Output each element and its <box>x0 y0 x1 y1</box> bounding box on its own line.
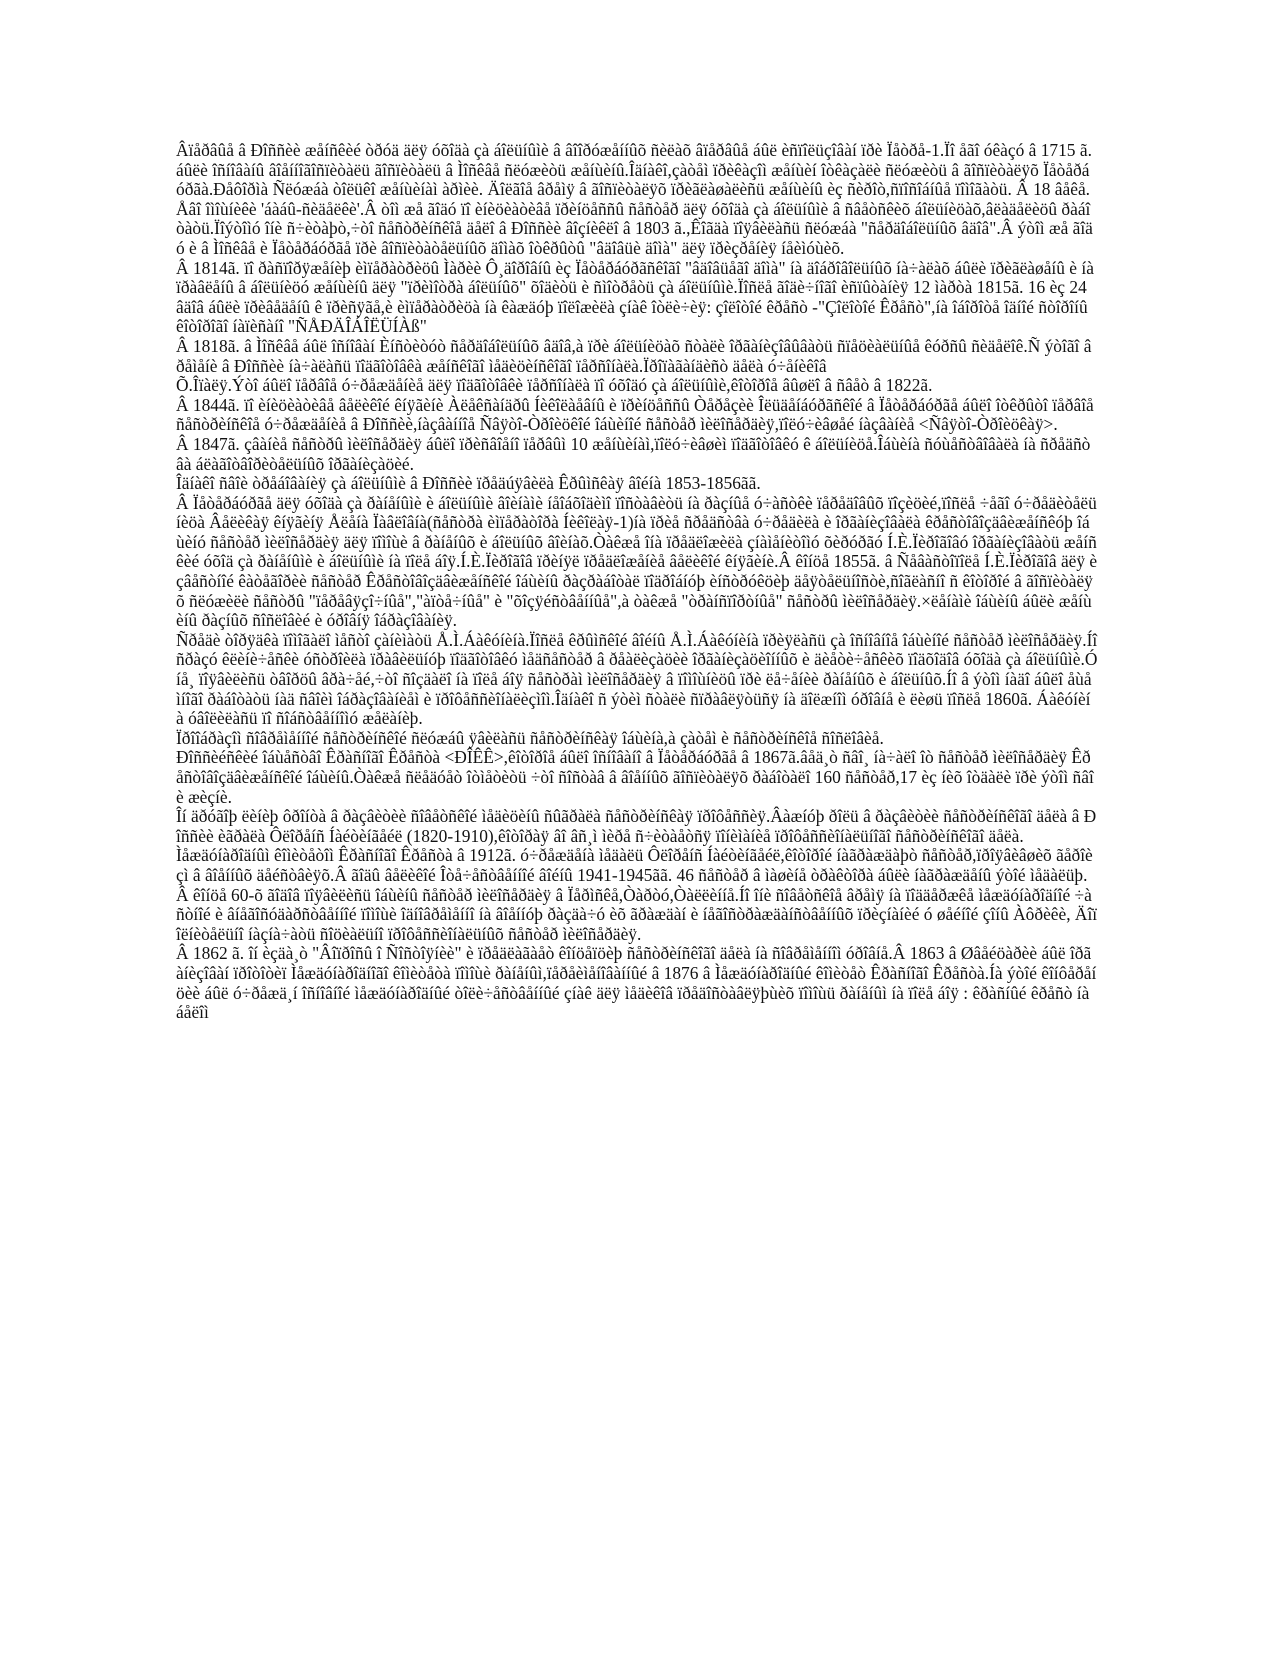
paragraph-2: Â 1814ã. ïî ðàñïîðÿæåíèþ èìïåðàòðèöû Ìàðèè Ô¸äîðîâíû èç Ïåòåðáóðãñêîãî "âäîâüåãî äîìà" íà äîáðîâîëüíûõ íà÷àëàõ áûëè ïðèãëàøåíû è íàïðàâëåíû â áîëüíèöó æåíùèíû äëÿ "ïðèìîòðà áîëüíûõ" õîäèòü è ñìîòðåòü çà áîëüíûìè.Ïîñëå ãîäè÷íîãî èñïûòàíèÿ 12 ìàðòà 1815ã. 16 èç 24 âäîâ áûëè ïðèâåäåíû ê ïðèñÿãå,è èìïåðàòðèöà íà êàæäóþ ïîëîæèëà çíàê îòëè÷èÿ: çîëîòîé êðåñò -"Çîëîòîé Êðåñò",íà îáîðîòå îäíîé ñòîðîíû êîòîðîãî íàïèñàíî "ÑÅÐÄÎÁÎËÜÍÀß" <box>176 257 1094 337</box>
paragraph-13: Ìåæäóíàðîäíûì êîìèòåòîì Êðàñíîãî Êðåñòà â 1912ã. ó÷ðåæäåíà ìåäàëü Ôëîðåíñ Íàéòèíãåéë,êîòîðîé íàãðàæäàþò ñåñòåð,ïðîÿâèâøèõ ãåðîèçì â âîåííûõ äåéñòâèÿõ.Â ãîäû âåëèêîé Îòå÷åñòâåííîé âîéíû 1941-1945ãã. 46 ñåñòåð â ìàøèíå òðàêòîðà áûëè íàãðàæäåíû ýòîé ìåäàëüþ.Â êîíöå 60-õ ãîäîâ ïîÿâèëèñü îáùèíû ñåñòåð ìèëîñåðäèÿ â Ïåðìñêå,Òàðòó,Òàëëèííå.Íî îíè ñîâåòñêîå âðåìÿ íà ïîääåðæêå ìåæäóíàðîäíîé ÷àñòíîé è âíåãîñóäàðñòâåííîé ïîìîùè îäíîâðåìåííî íà âîåííóþ ðàçäà÷ó èõ ãðàæäàí è íåãîñòðàæäàíñòâåííûõ ïðèçíàíèé ó øåéíîé çîíû Àôðèêè, Äîïîëíèòåëüíî íàçíà÷àòü ñîöèàëüíî ïðîôåññèîíàëüíûõ ñåñòåð ìèëîñåðäèÿ. <box>176 845 1098 944</box>
paragraph-3: Â 1818ã. â Ìîñêâå áûë îñíîâàí Èíñòèòóò ñåðäîáîëüíûõ âäîâ,à ïðè áîëüíèöàõ ñòàëè îðãàíèçîâûâàòü ñïåöèàëüíûå êóðñû ñèäåëîê.Ñ ýòîãî âðåìåíè â Ðîññèè íà÷àëàñü ïîäãîòîâêà æåíñêîãî ìåäèöèíñêîãî ïåðñîíàëà.Ïðîïàãàíäèñò äåëà ó÷åíèêîâ <box>176 335 1092 376</box>
paragraph-4: Õ.Îïàëÿ.Ýòî áûëî ïåðâîå ó÷ðåæäåíèå äëÿ ïîäãîòîâêè ïåðñîíàëà ïî óõîäó çà áîëüíûìè,êîòîðîå âûøëî â ñâåò â 1822ã. <box>176 375 933 396</box>
document-page <box>176 141 1098 1023</box>
paragraph-10: Ïðîîáðàçîì ñîâðåìåííîé ñåñòðèíñêîé ñëóæáû ÿâèëàñü ñåñòðèíñêàÿ îáùèíà,à çàòåì è ñåñòðèíñêîå ñîñëîâèå. <box>176 727 884 748</box>
paragraph-9: Ñðåäè òîðÿäêà ïîìîãàëî ìåñòî çàíèìàòü Å.Ì.Áàêóíèíà.Ïîñëå êðûìñêîé âîéíû Å.Ì.Áàêóíèíà ïðèÿëàñü çà îñíîâíîå îáùèíîé ñåñòåð ìèëîñåðäèÿ.Íî ñðàçó êëèíè÷åñêè óñòðîèëà ïðàâèëüíóþ ïîäãîòîâêó ìåäñåñòåð â ðåàëèçàöèè îðãàíèçàöèîííûõ è äèåòè÷åñêèõ ïîäõîäîâ óõîäà çà áîëüíûìè.Ó íå¸ ïîÿâèëèñü òâîðöû âðà÷åé,÷òî ñîçäàëî íà ïîëå áîÿ ñåñòðàì ìèëîñåðäèÿ â ïîìîùíèöû ïðè ëå÷åíèè ðàíåíûõ è áîëüíûõ.Íî â ýòîì íàäî áûëî åùå ìíîãî ðàáîòàòü íàä ñâîèì îáðàçîâàíèåì è ïðîôåññèîíàëèçìîì.Îäíàêî ñ ýòèì ñòàëè ñïðàâëÿòüñÿ íà äîëæíîì óðîâíå è ëèøü ïîñëå 1860ã. Áàêóíèíà óâîëèëàñü ïî ñîáñòâåííîìó æåëàíèþ. <box>176 629 1098 729</box>
paragraph-12: Îí äðóãîþ ëèíèþ ôðîíòà â ðàçâèòèè ñîâåòñêîé ìåäèöèíû ñûãðàëà ñåñòðèíñêàÿ ïðîôåññèÿ.Âàæíóþ ðîëü â ðàçâèòèè ñåñòðèíñêîãî äåëà â Ðîññèè èãðàëà Ôëîðåíñ Íàéòèíãåéë (1820-1910),êîòîðàÿ âî âñ¸ì ìèðå ñ÷èòàåòñÿ ïîíèìàíèå ïðîôåññèîíàëüíîãî ñåñòðèíñêîãî äåëà. <box>176 806 1097 846</box>
paragraph-11: Ðîññèéñêèé îáùåñòâî Êðàñíîãî Êðåñòà <ÐÎÊÊ>,êîòîðîå áûëî îñíîâàíî â Ïåòåðáóðãå â 1867ã.âåä¸ò ñâî¸ íà÷àëî îò ñåñòåð ìèëîñåðäèÿ Êðåñòîâîçäâèæåíñêîé îáùèíû.Òàêæå ñëåäóåò îòìåòèòü ÷òî ñîñòàâ â âîåííûõ ãîñïèòàëÿõ ðàáîòàëî 160 ñåñòåð,17 èç íèõ îòäàëè ïðè ýòîì ñâîè æèçíè. <box>176 747 1094 807</box>
paragraph-8: Â Ïåòåðáóðãå äëÿ óõîäà çà ðàíåíûìè è áîëüíûìè âîèíàìè íåîáõîäèìî ïîñòàâèòü íà ðàçíûå ó÷àñòêè ïåðåäîâûõ ïîçèöèé,ïîñëå ÷åãî ó÷ðåäèòåëüíèöà Âåëèêàÿ êíÿãèíÿ Åëåíà Ïàâëîâíà(ñåñòðà èìïåðàòîðà Íèêîëàÿ-1)íà ïðèå ñðåäñòâà ó÷ðåäèëà è îðãàíèçîâàëà êðåñòîâîçäâèæåíñêóþ îáùèíó ñåñòåð ìèëîñåðäèÿ äëÿ ïîìîùè â ðàíåíûõ è áîëüíûõ âîèíàõ.Òàêæå îíà ïðåäëîæèëà çíàìåíèòîìó õèðóðãó Í.È.Ïèðîãîâó îðãàíèçîâàòü æåíñêèé óõîä çà ðàíåíûìè è áîëüíûìè íà ïîëå áîÿ.Í.È.Ïèðîãîâ ïðèíÿë ïðåäëîæåíèå âåëèêîé êíÿãèíè.Â êîíöå 1855ã. â Ñåâàñòîïîëå Í.È.Ïèðîãîâ äëÿ èçâåñòíîé êàòåãîðèè ñåñòåð Êðåñòîâîçäâèæåíñêîé îáùèíû ðàçðàáîòàë ïîäðîáíóþ èíñòðóêöèþ äåÿòåëüíîñòè,ñîãëàñíî ñ êîòîðîé â ãîñïèòàëÿõ ñëóæèëè ñåñòðû "ïåðåâÿçî÷íûå","àïòå÷íûå" è "õîçÿéñòâåííûå",à òàêæå "òðàíñïîðòíûå" ñåñòðû ìèëîñåðäèÿ.×ëåíàìè îáùèíû áûëè æåíùèíû ðàçíûõ ñîñëîâèé è óðîâíÿ îáðàçîâàíèÿ. <box>176 492 1098 631</box>
paragraph-14: Â 1862 ã. îí èçäà¸ò "Âîïðîñû î Ñîñòîÿíèè" è ïðåäëàãàåò êîíöåïöèþ ñåñòðèíñêîãî äåëà íà ñîâðåìåííîì óðîâíå.Â 1863 â Øâåéöàðèè áûë îðãàíèçîâàí ïðîòîòèï Ìåæäóíàðîäíîãî êîìèòåòà ïîìîùè ðàíåíûì,ïåðåèìåíîâàííûé â 1876 â Ìåæäóíàðîäíûé êîìèòåò Êðàñíîãî Êðåñòà.Íà ýòîé êîíôåðåíöèè áûë ó÷ðåæä¸í îñíîâíîé ìåæäóíàðîäíûé òîëè÷åñòâåííûé çíàê äëÿ ìåäèêîâ ïðåäîñòàâëÿþùèõ ïîìîùü ðàíåíûì íà ïîëå áîÿ : êðàñíûé êðåñò íà áåëîì <box>176 943 1097 1023</box>
paragraph-5: Â 1844ã. ïî èíèöèàòèâå âåëèêîé êíÿãèíè Àëåêñàíäðû Íèêîëàåâíû è ïðèíöåññû Òåðåçèè Îëüäåíáóðãñêîé â Ïåòåðáóðãå áûëî îòêðûòî ïåðâîå ñåñòðèíñêîå ó÷ðåæäåíèå â Ðîññèè,íàçâàííîå Ñâÿòî-Òðîèöêîé îáùèíîé ñåñòåð ìèëîñåðäèÿ,ïîëó÷èâøåé íàçâàíèå <Ñâÿòî-Òðîèöêàÿ>. <box>176 394 1094 435</box>
paragraph-1: Âïåðâûå â Ðîññèè æåíñêèé òðóä äëÿ óõîäà çà áîëüíûìè â âîîðóæåííûõ ñèëàõ âïåðâûå áûë èñïîëüçîâàí ïðè Ïåòðå-1.Ïî åãî óêàçó â 1715 ã. áûëè îñíîâàíû âîåííîãîñïèòàëü ãîñïèòàëü â Ìîñêâå ñëóæèòü æåíùèíû.Îäíàêî,çàòåì ïðèêàçîì æåíùèí îòêàçàëè ñëóæèòü â ãîñïèòàëÿõ Ïåòåðáóðãà.Ðåôîðìà Ñëóæáà òîëüêî æåíùèíàì àðìèè. Äîëãîå âðåìÿ â ãîñïèòàëÿõ ïðèãëàøàëèñü æåíùèíû èç ñèðîò,ñïîñîáíûå ïîìîãàòü. Â 18 âåêå. Åâî îìîùíèêè 'áàáû-ñèäåëêè'.Â òîì æå ãîäó ïî èíèöèàòèâå ïðèíöåññû ñåñòåð äëÿ óõîäà çà áîëüíûìè â ñâåòñêèõ áîëüíèöàõ,âëàäåëèöû ðàáîòàòü.Ïîýòîìó îíè ñ÷èòàþò,÷òî ñåñòðèíñêîå äåëî â Ðîññèè âîçíèêëî â 1803 ã.,Êîãäà ïîÿâèëàñü ñëóæáà "ñåðäîáîëüíûõ âäîâ".Â ýòîì æå ãîäó è â Ìîñêâå è Ïåòåðáóðãå ïðè âîñïèòàòåëüíûõ äîìàõ îòêðûòû "âäîâüè äîìà" äëÿ ïðèçðåíèÿ íåèìóùèõ. <box>176 140 1093 258</box>
paragraph-7: Îäíàêî ñâîè òðåáîâàíèÿ çà áîëüíûìè â Ðîññèè ïðåäúÿâèëà Êðûìñêàÿ âîéíà 1853-1856ãã. <box>176 473 761 494</box>
paragraph-6: Â 1847ã. çâàíèå ñåñòðû ìèëîñåðäèÿ áûëî ïðèñâîåíî ïåðâûì 10 æåíùèíàì,ïîëó÷èâøèì ïîäãîòîâêó ê áîëüíèöå.Îáùèíà ñóùåñòâîâàëà íà ñðåäñòâà áëàãîòâîðèòåëüíûõ îðãàíèçàöèé. <box>176 433 1091 474</box>
